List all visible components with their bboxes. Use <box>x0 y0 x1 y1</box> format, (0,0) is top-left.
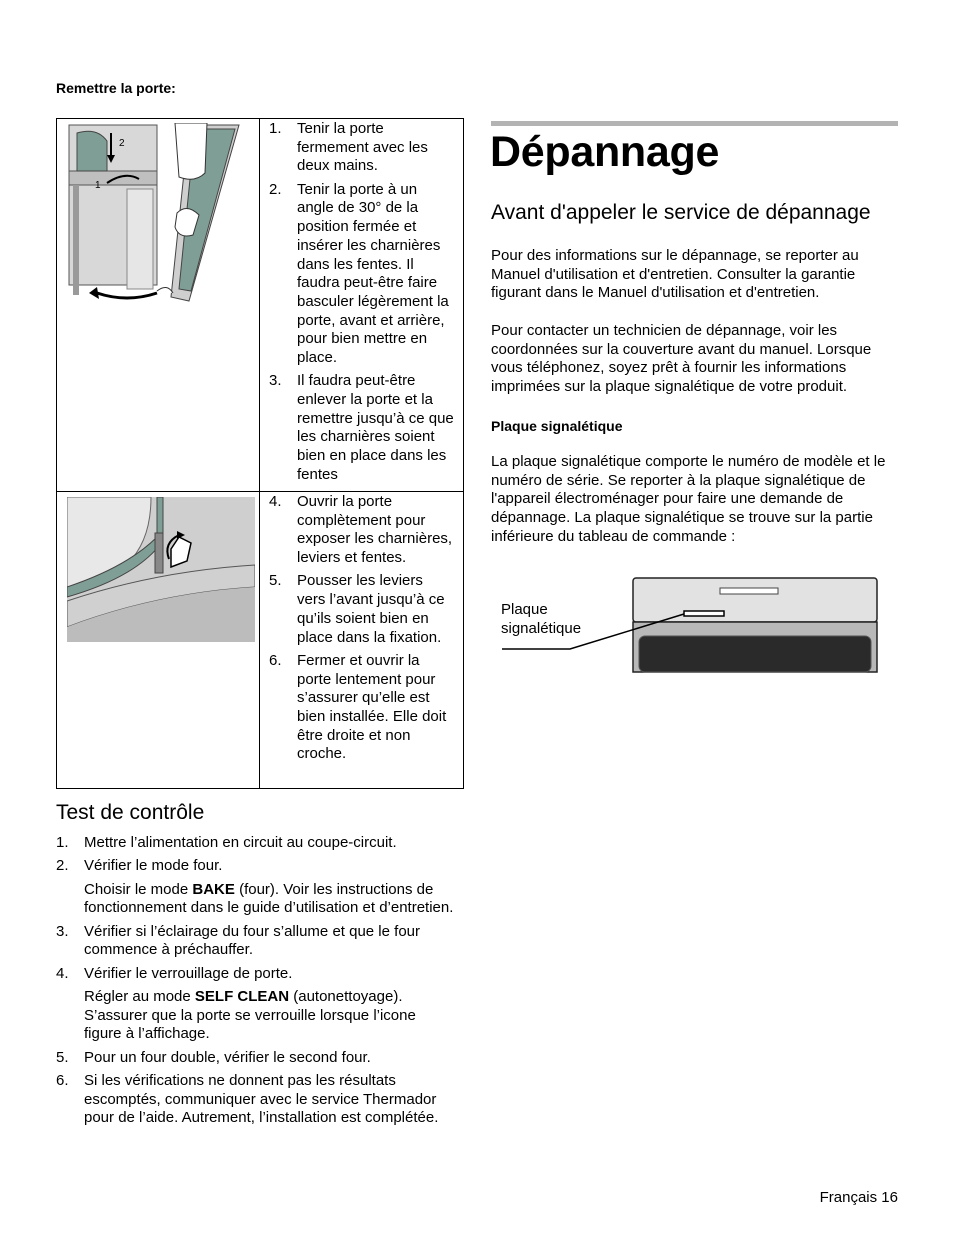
test-item-detail: Choisir le mode BAKE (four). Voir les instructions de fonctionnement dans le guide d’utilisation et d’entretien. <box>84 880 454 917</box>
test-list <box>56 834 456 1133</box>
door-step-item: 5. Pousser les leviers vers l’avant jusqu’à ce qu’ils soient bien en place dans la fixation. <box>269 572 445 646</box>
door-reinstall-illustration <box>67 123 257 305</box>
door-step-item: 3. Il faudra peut-être enlever la porte et la remettre jusqu’à ce que les charnières soient bien en place dans les fentes <box>269 372 454 483</box>
test-heading: Test de contrôle <box>56 801 205 824</box>
section-heading: Avant d'appeler le service de dépannage <box>491 201 871 224</box>
test-item: 4. Vérifier le verrouillage de porte. Régler au mode SELF CLEAN (autonettoyage). S’assurer que la porte se verrouille lorsque l’icone figure à l’affichage. <box>56 965 456 1044</box>
test-item-detail: Régler au mode SELF CLEAN (autonettoyage). S’assurer que la porte se verrouille lorsque l’icone figure à l’affichage. <box>84 987 416 1043</box>
door-instructions-table <box>56 118 464 789</box>
figure-arrow-label-1: 1 <box>95 180 101 191</box>
test-item: 3. Vérifier si l’éclairage du four s’allume et que le four commence à préchauffer. <box>56 922 420 959</box>
hinge-lever-illustration <box>67 497 255 642</box>
test-item: 1. Mettre l’alimentation en circuit au coupe-circuit. <box>56 834 397 851</box>
door-step-item: 2. Tenir la porte à un angle de 30° de la position fermée et insérer les charnières dans les fentes. Il faudra peut-être faire basculer légèrement la porte, avant et arrière, pour bien mettre en place. <box>269 180 449 367</box>
page-title: Dépannage <box>490 128 720 176</box>
paragraph-troubleshooting: Pour des informations sur le dépannage, se reporter au Manuel d'utilisation et d'entretien. Consulter la garantie figurant dans le Manuel d'utilisation et d'entretien. <box>491 247 859 302</box>
paragraph-contact: Pour contacter un technicien de dépannage, voir les coordonnées sur la couverture avant du manuel. Lorsque vous téléphonez, soyez prêt à fournir les informations imprimées sur la plaque signalétique de votre produit. <box>491 322 872 396</box>
title-rule <box>491 121 898 126</box>
callout-line: Plaque <box>501 601 548 618</box>
door-steps-list-bottom <box>269 493 454 769</box>
callout-line: signalétique <box>501 620 582 637</box>
paragraph-rating-plate: La plaque signalétique comporte le numéro de modèle et le numéro de série. Se reporter à la plaque signalétique de l'appareil électroménager pour faire une demande de dépannage. La plaque signalétique se trouve sur la partie inférieure du tableau de commande : <box>491 453 886 545</box>
test-item: 2. Vérifier le mode four. Choisir le mode BAKE (four). Voir les instructions de fonctionnement dans le guide d’utilisation et d’entretien. <box>56 857 456 918</box>
rating-plate-callout <box>501 600 581 638</box>
door-step-item: 1. Tenir la porte fermement avec les deux mains. <box>269 120 428 175</box>
test-item: 5. Pour un four double, vérifier le second four. <box>56 1048 371 1066</box>
door-step-item: 4. Ouvrir la porte complètement pour exposer les charnières, leviers et fentes. <box>269 493 453 567</box>
test-item: 6. Si les vérifications ne donnent pas les résultats escomptés, communiquer avec le service Thermador pour de l’aide. Autrement, l’installation est complétée. <box>56 1071 439 1127</box>
door-steps-list-top <box>269 120 454 489</box>
page-footer: Français 16 <box>819 1189 898 1206</box>
door-step-item: 6. Fermer et ouvrir la porte lentement pour s’assurer qu’elle est bien installée. Elle doit être droite et non croche. <box>269 651 447 763</box>
rating-plate-heading: Plaque signalétique <box>491 418 623 434</box>
door-section-heading: Remettre la porte: <box>56 80 176 96</box>
figure-arrow-label-2: 2 <box>119 138 125 149</box>
